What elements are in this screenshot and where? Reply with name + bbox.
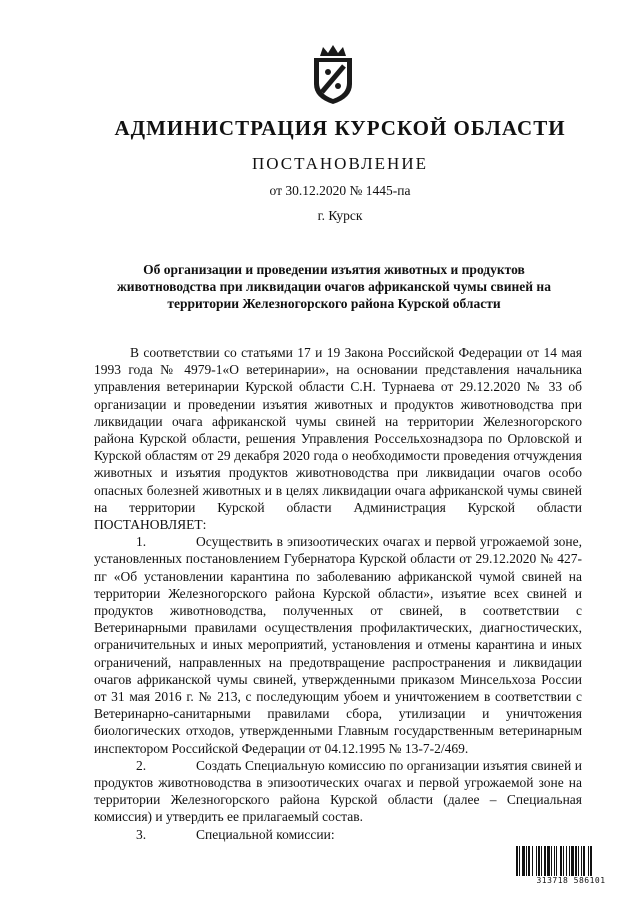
item-number: 1. [136, 534, 147, 550]
list-item-1 [94, 533, 582, 757]
preamble-paragraph: В соответствии со статьями 17 и 19 Закона Российской Федерации от 14 мая 1993 года № 4979-1«О ветеринарии», на основании представления начальника управления ветеринарии Курской области С.Н. Турнаева от 29.12.2020 № 33 об организации и проведении изъятия животных и продуктов животноводства при ликвидации очага африканской чумы свиней на территории Железногорского района Курской области, решения Управления Россельхознадзора по Орловской и Курской областям от 29 декабря 2020 года о необходимости проведения отчуждения животных и изъятия продуктов животноводства при ликвидации очагов особо опасных болезней животных и в целях ликвидации очага африканской чумы свиней на территории Курской области Администрация Курской области ПОСТАНОВЛЯЕТ: [94, 345, 582, 533]
coat-of-arms-icon [310, 44, 356, 106]
document-body [94, 344, 582, 843]
document-title: Об организации и проведении изъятия животных и продуктов животноводства при ликвидации очагов африканской чумы свиней на территории Железногорского района Курской области [117, 262, 551, 311]
item-text: Создать Специальную комиссию по организации изъятия свиней и продуктов животноводства в эпизоотических очагах и первой угрожаемой зоне на территории Железногорского района Курской области (далее – Специальная комиссия) и утвердить ее прилагаемый состав. [94, 757, 582, 825]
item-text: Осуществить в эпизоотических очагах и первой угрожаемой зоне, установленных постановлением Губернатора Курской области от 29.12.2020 № 427-пг «Об установлении карантина по заболеванию африканской чумой свиней на территории Железногорского района Курской области», изъятие всех свиней и продуктов животноводства, полученных от свиней, в соответствии с Ветеринарными правилами осуществления профилактических, диагностических, ограничительных и иных мероприятий, установления и отмены карантина и иных ограничений, направленных на предотвращение распространения и ликвидации очагов африканской чумы свиней, утвержденными приказом Минсельхоза России от 31 мая 2016 г. № 213, с последующим убоем и уничтожением в соответствии с Ветеринарно-санитарными правилами сбора, утилизации и уничтожения биологических отходов, утвержденными Главным государственным ветеринарным инспектором Российской Федерации от 04.12.1995 № 13-7-2/469. [94, 534, 582, 756]
barcode [516, 846, 626, 886]
barcode-bars-icon [516, 846, 626, 876]
item-number: 2. [136, 757, 147, 773]
document-type: ПОСТАНОВЛЕНИЕ [251, 154, 428, 173]
organization-name: АДМИНИСТРАЦИЯ КУРСКОЙ ОБЛАСТИ [114, 116, 566, 140]
document-city: г. Курск [317, 208, 363, 223]
barcode-number: 313718 586101 [536, 876, 606, 885]
item-text: Специальной комиссии: [196, 826, 335, 842]
list-item-3 [94, 826, 582, 843]
document-date-number: от 30.12.2020 № 1445-па [269, 183, 411, 198]
list-item-2 [94, 757, 582, 826]
item-number: 3. [136, 826, 147, 842]
